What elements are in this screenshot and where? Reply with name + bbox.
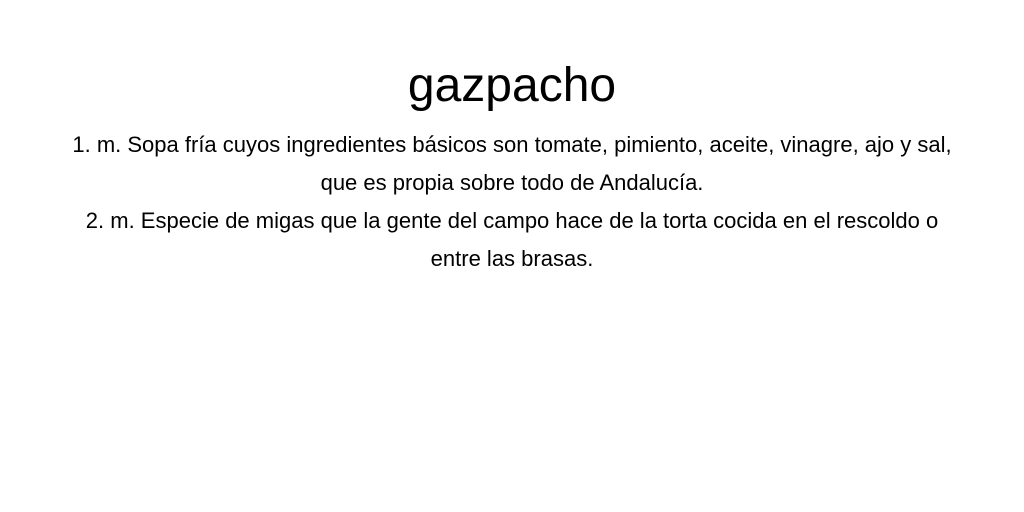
definition-1: 1. m. Sopa fría cuyos ingredientes básicos son tomate, pimiento, aceite, vinagre, ajo y sal, que es propia sobre todo de Andalucía. (72, 132, 952, 195)
definition-2: 2. m. Especie de migas que la gente del campo hace de la torta cocida en el rescoldo o entre las brasas. (85, 208, 939, 271)
headword: gazpacho (407, 59, 617, 112)
dictionary-entry (0, 56, 1024, 278)
definitions-list (72, 126, 952, 278)
